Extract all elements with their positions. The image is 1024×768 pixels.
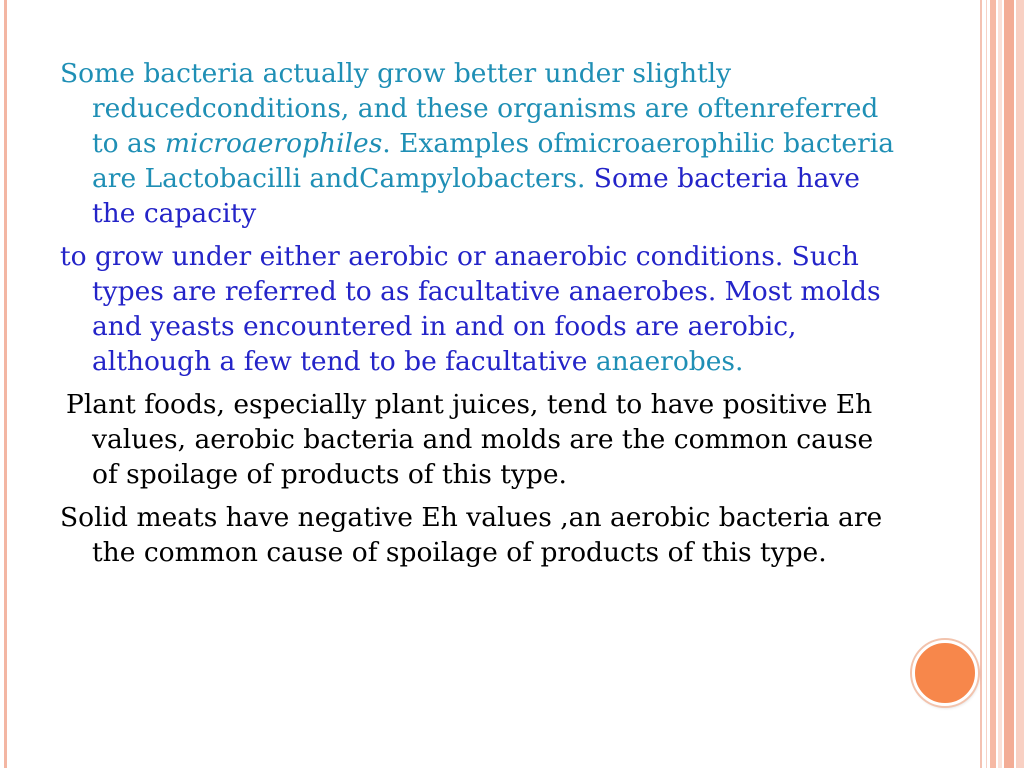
text-segment-italic: microaerophiles [164,128,383,159]
stripe [998,0,1002,768]
stripe [980,0,982,768]
text-segment: anaerobes. [595,346,744,377]
right-decorative-stripes [980,0,1024,768]
paragraph-solid-meats [60,500,895,570]
text-segment: Solid meats have negative Eh values ,an aerobic bacteria are the common cause of spoilage of products of this type. [60,502,883,568]
stripe [1016,0,1024,768]
left-frame-line [4,0,7,768]
text-segment: . Examples ofmicroaerophilic bacteria are Lactobacilli andCampylobacters. [92,128,895,194]
paragraph-microaerophiles [60,56,895,231]
text-segment: to grow under either aerobic or anaerobic conditions. Such types are referred to as facultative anaerobes. Most molds and yeasts encountered in and on foods are aerobic, although a few tend to be facultative [60,241,881,377]
paragraph-facultative-anaerobes [60,239,895,379]
text-segment: Some bacteria actually grow better under slightly reducedconditions, and these organisms are oftenreferred to as [60,58,879,159]
orange-circle-icon [912,640,978,706]
slide-body [60,56,895,578]
stripe [1004,0,1014,768]
stripe [990,0,996,768]
stripe [986,0,987,768]
text-segment: Plant foods, especially plant juices, tend to have positive Eh values, aerobic bacteria and molds are the common cause of spoilage of products of this type. [66,389,874,490]
paragraph-plant-foods [60,387,895,492]
text-segment: Some bacteria have the capacity [92,163,860,229]
